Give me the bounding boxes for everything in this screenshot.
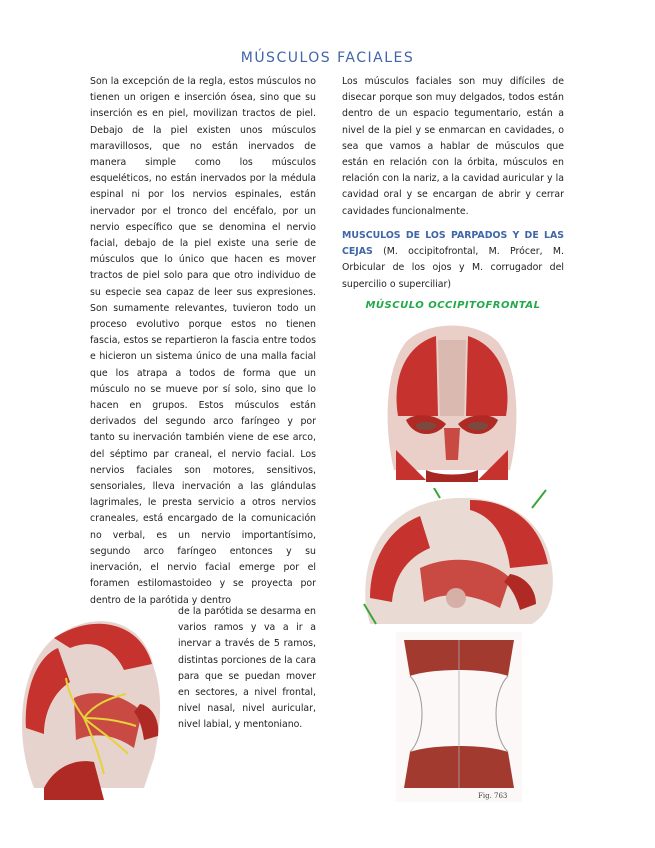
section-heading: MUSCULOS DE LOS PARPADOS Y DE LAS CEJAS	[342, 230, 564, 258]
page-title: MÚSCULOS FACIALES	[240, 50, 415, 66]
right-paragraph: Los músculos faciales son muy difíciles de disecar porque son muy delgados, todos están dentro de un espacio tegumentario, están a nivel de la piel y se enmarcan en cavidades, o sea que vamos a hablar de músculos que están en relación con la órbita, músculos en relación con la nariz, a la cavidad auricular y la cavidad oral y se encargan de abrir y cerrar cavidades funcionalmente.	[342, 76, 564, 217]
section-heading-detail: (M. occipitofrontal, M. Prócer, M. Orbicular de los ojos y M. corrugador del supercilio o superciliar)	[342, 246, 564, 290]
left-wrap-paragraph: de la parótida se desarma en varios ramos y va a ir a inervar a través de 5 ramos, distintas porciones de la cara para que se puedan mover en sectores, a nivel frontal, nivel nasal, nivel auricular, nivel labial, y mentoniano.	[178, 606, 316, 731]
facial-nerve-illustration	[14, 608, 166, 800]
occipitofrontal-lateral-illustration	[360, 488, 560, 628]
figure-number: Fig. 763	[478, 792, 508, 800]
occipitofrontal-flat-diagram	[396, 632, 522, 802]
section-heading-block	[342, 228, 564, 293]
figure-caption: MÚSCULO OCCIPITOFRONTAL	[365, 300, 541, 311]
left-paragraph: Son la excepción de la regla, estos músculos no tienen un origen e inserción ósea, sino que su inserción es en piel, movilizan tractos de piel. Debajo de la piel existen unos músculos maravillosos, que no están inervados de manera simple como los músculos esqueléticos, no están inervados por la médula espinal ni por los nervios espinales, están inervador por el tronco del encéfalo, por un nervio específico que se denomina el nervio facial, debajo de la piel existe una serie de músculos que lo único que hacen es mover tractos de piel solo para que otro individuo de su especie sea capaz de leer sus expresiones. Son sumamente relevantes, tuvieron todo un proceso evolutivo porque estos no tienen fascia, estos se repartieron la fascia entre todos e hicieron un sistema único de una malla facial que los atrapa a todos de forma que un músculo no se mueve por sí solo, sino que lo hacen en grupos. Estos músculos están derivados del segundo arco faríngeo y por tanto su inervación también viene de ese arco, del séptimo par craneal, el nervio facial. Los nervios faciales son motores, sensitivos, sensoriales, lleva inervación a las glándulas lagrimales, le presta servicio a otros nervios craneales, está encargado de la comunicación no verbal, es un nervio importantísimo, segundo arco faríngeo entonces y su inervación, el nervio facial emerge por el foramen estilomastoideo y se proyecta por dentro de la parótida y dentro	[90, 76, 316, 606]
occipitofrontal-front-illustration	[376, 320, 528, 482]
